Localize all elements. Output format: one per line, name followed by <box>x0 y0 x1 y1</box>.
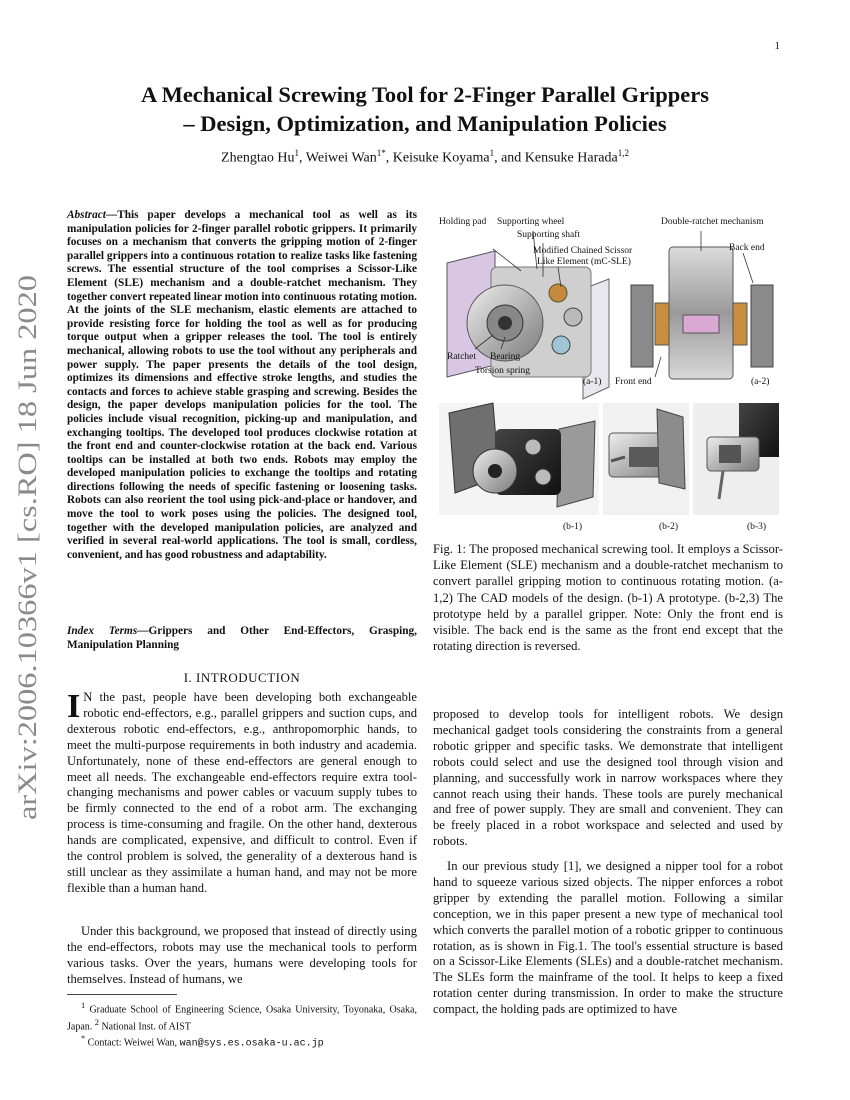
author-name: Zhengtao Hu <box>221 150 295 166</box>
arxiv-stamp-text: arXiv:2006.10366v1 [cs.RO] 18 Jun 2020 <box>13 382 42 820</box>
footnote-mark: 2 <box>94 1017 99 1027</box>
author-name: Keisuke Koyama <box>392 150 490 166</box>
prototype-joint-shape <box>525 439 541 455</box>
figure-1 <box>433 207 783 535</box>
label-a2: (a-2) <box>751 377 770 387</box>
tool-body-shape <box>629 447 659 467</box>
label-double-ratchet: Double-ratchet mechanism <box>661 217 764 227</box>
author-separator: , <box>385 150 393 166</box>
joint-shape <box>552 336 570 354</box>
index-terms <box>67 625 417 652</box>
label-supporting-wheel: Supporting wheel <box>497 217 565 227</box>
drop-cap: I <box>67 688 81 725</box>
label-b1: (b-1) <box>563 522 582 532</box>
label-ratchet: Ratchet <box>447 352 477 362</box>
figure-caption: Fig. 1: The proposed mechanical screwing tool. It employs a Scissor-Like Element (SLE) mechanism and a double-ratchet mechanism to convert parallel gripping motion to continuous rotating motion. (a-1,2) The CAD models of the design. (b-1) A prototype. (b-2,3) The prototype held by a parallel gripper. Note: Only the front end is visible. The back end is the same as the front end except that the rotating direction is reversed. <box>433 542 783 654</box>
cad-model-a1 <box>439 217 633 399</box>
label-b2: (b-2) <box>659 522 678 532</box>
label-supporting-shaft: Supporting shaft <box>517 230 581 240</box>
gripper-plate-shape <box>657 409 685 489</box>
ratchet-housing-shape <box>669 247 733 379</box>
label-torsion-spring: Torsion spring <box>475 366 531 376</box>
footnote-mark: 1 <box>81 1001 86 1010</box>
footnote-text: Contact: Weiwei Wan, <box>85 1037 180 1049</box>
author-affiliation: 1 <box>489 148 495 158</box>
spring-shape <box>733 303 747 345</box>
end-plate-shape <box>631 285 653 367</box>
joint-shape <box>564 308 582 326</box>
gripper-photo-b2 <box>603 403 689 532</box>
author-name: Kensuke Harada <box>524 150 618 166</box>
shaft-shape <box>498 316 512 330</box>
tool-body-shape <box>719 445 741 463</box>
footnote-text: National Inst. of AIST <box>98 1021 191 1033</box>
spring-shape <box>655 303 669 345</box>
label-a1: (a-1) <box>583 377 602 387</box>
prototype-hub-shape <box>488 464 502 478</box>
abstract <box>67 209 417 562</box>
footnotes <box>67 1000 417 1051</box>
footnote-affiliations <box>67 1000 417 1033</box>
abstract-label: Abstract <box>67 209 106 221</box>
page-number: 1 <box>774 40 780 52</box>
section-heading-introduction: I. INTRODUCTION <box>183 670 301 685</box>
torsion-spring-shape <box>549 284 567 302</box>
label-bearing: Bearing <box>490 352 521 362</box>
label-holding-pad: Holding pad <box>439 217 487 227</box>
index-terms-text: —Grippers and Other End-Effectors, Grasping, Manipulation Planning <box>67 625 417 651</box>
center-joint-shape <box>683 315 719 333</box>
footnote-mark: * <box>81 1034 86 1044</box>
author-list <box>60 148 790 167</box>
label-b3: (b-3) <box>747 522 766 532</box>
label-mcsle-line1: Modified Chained Scissor <box>533 246 633 256</box>
index-terms-label: Index Terms <box>67 625 138 637</box>
footnote-contact <box>67 1033 417 1051</box>
author-affiliation: 1 <box>294 148 300 158</box>
label-back-end: Back end <box>729 243 765 253</box>
paper-title <box>60 80 790 138</box>
intro-paragraph-2: Under this background, we proposed that instead of directly using the end-effectors, robots may use the mechanical tools to perform various tasks. Over the years, humans were developing tools for themselves. Instead of humans, we <box>67 924 417 986</box>
author-affiliation: 1* <box>376 148 386 158</box>
prototype-joint-shape <box>535 469 551 485</box>
intro-paragraph-1-text: N the past, people have been developing both exchangeable robotic end-effectors, e.g., parallel grippers and suction cups, and dexterous robotic end-effectors, e.g., anthropomorphic hands, to meet the multi-purpose requirements in both industry and academia. Unfortunately, none of these end-effectors are general enough to meet all needs. The exchangeable end-effectors require extra tool-changing mechanisms and power cables or vacuum supply tubes to be firmly connected to the end of a robot arm. The exchanging process is time-consuming and fragile. On the other hand, dexterous hands are complicated, expensive, and difficult to control. Even if the control problem is solved, the generality of a dexterous hand is still unclear as they assimilate a human hand, and may not be more flexible than a human hand. <box>67 690 417 895</box>
title-line-2: – Design, Optimization, and Manipulation Policies <box>183 111 667 136</box>
author-separator: , and <box>494 150 525 166</box>
title-line-1: A Mechanical Screwing Tool for 2-Finger Parallel Grippers <box>140 82 710 107</box>
arxiv-stamp <box>6 268 46 828</box>
author-affiliation: 1,2 <box>617 148 629 158</box>
label-mcsle-line2: Like Element (mC-SLE) <box>537 257 631 267</box>
prototype-plate-shape <box>557 421 595 507</box>
footnote-text: Graduate School of Engineering Science, Osaka University, Toyonaka, Osaka, Japan. <box>67 1004 417 1033</box>
gripper-photo-b3 <box>693 403 779 532</box>
abstract-text: —This paper develops a mechanical tool as well as its manipulation policies for 2-finger parallel robotic grippers. It primarily focuses on a mechanism that converts the gripping motion of 2-finger parallel grippers into a continuous rotation to realize tasks like fastening screws. The essential structure of the tool comprises a Scissor-Like Element (SLE) mechanism and a double-ratchet mechanism. They together convert repeated linear motion into continuous rotating motion. At the joints of the SLE mechanism, elastic elements are attached to provide resisting force for holding the tool as well as for producing torque output when a gripper releases the tool. The tool is entirely mechanical, allowing robots to use the tool without any peripherals and power supply. The paper presents the details of the tool design, optimizes its dimensions and effective stroke lengths, and studies the contacts and forces to achieve stable grasping and screwing. Besides the design, the paper develops manipulation policies for the tool. The policies include visual recognition, picking-up and manipulation, and exchanging tooltips. The developed tool produces clockwise rotation at the front end and counter-clockwise rotation at the back end. Various tooltips can be installed at both two ends. Robots may employ the developed manipulation policies to exchange the tooltips and rotating directions following the needs of specific fastening or loosening tasks. Robots can also reorient the tool using pick-and-place or handover, and move the tool to work poses using the policies. The designed tool, together with the developed manipulation policies, are analyzed and verified in several real-world applications. The tool is small, cordless, convenient, and has good robustness and adaptability. <box>67 209 417 561</box>
label-front-end: Front end <box>615 377 652 387</box>
intro-paragraph-1 <box>67 690 417 897</box>
author-name: Weiwei Wan <box>305 150 377 166</box>
prototype-photo-b1 <box>439 403 599 532</box>
intro-paragraph-3: proposed to develop tools for intelligent robots. We design mechanical gadget tools considering the constraints from a general robotic gripper and specific tasks. We demonstrate that intelligent robots could select and use the designed tool through vision and planning, and successfully work in narrow workspaces where they cannot reach using their hands. These tools are purely mechanical and free of power supply. They are small and convenient. They can be freely placed in a robot workspace and selected and used by robots. <box>433 707 783 849</box>
leader-line <box>743 253 753 283</box>
end-plate-shape <box>751 285 773 367</box>
intro-paragraph-4: In our previous study [1], we designed a nipper tool for a robot hand to squeeze various sized objects. The nipper enforces a robot gripper by extending the parallel motion. Following a similar conception, we in this paper present a new type of mechanical tool which converts the parallel motion of a robotic gripper to continuous rotation, as is shown in Fig.1. The tool's essential structure is based on a Scissor-Like Elements (SLEs) and a double-ratchet mechanism. The SLEs form the mainframe of the tool. It helps to keep a fixed rotation center during transmission. In order to make the structure compact, the holding pads are optimized to have <box>433 859 783 1017</box>
contact-email: wan@sys.es.osaka-u.ac.jp <box>179 1038 324 1050</box>
footnote-divider <box>67 994 177 995</box>
cad-model-a2 <box>615 217 773 387</box>
author-separator: , <box>299 150 306 166</box>
leader-line <box>655 357 661 377</box>
